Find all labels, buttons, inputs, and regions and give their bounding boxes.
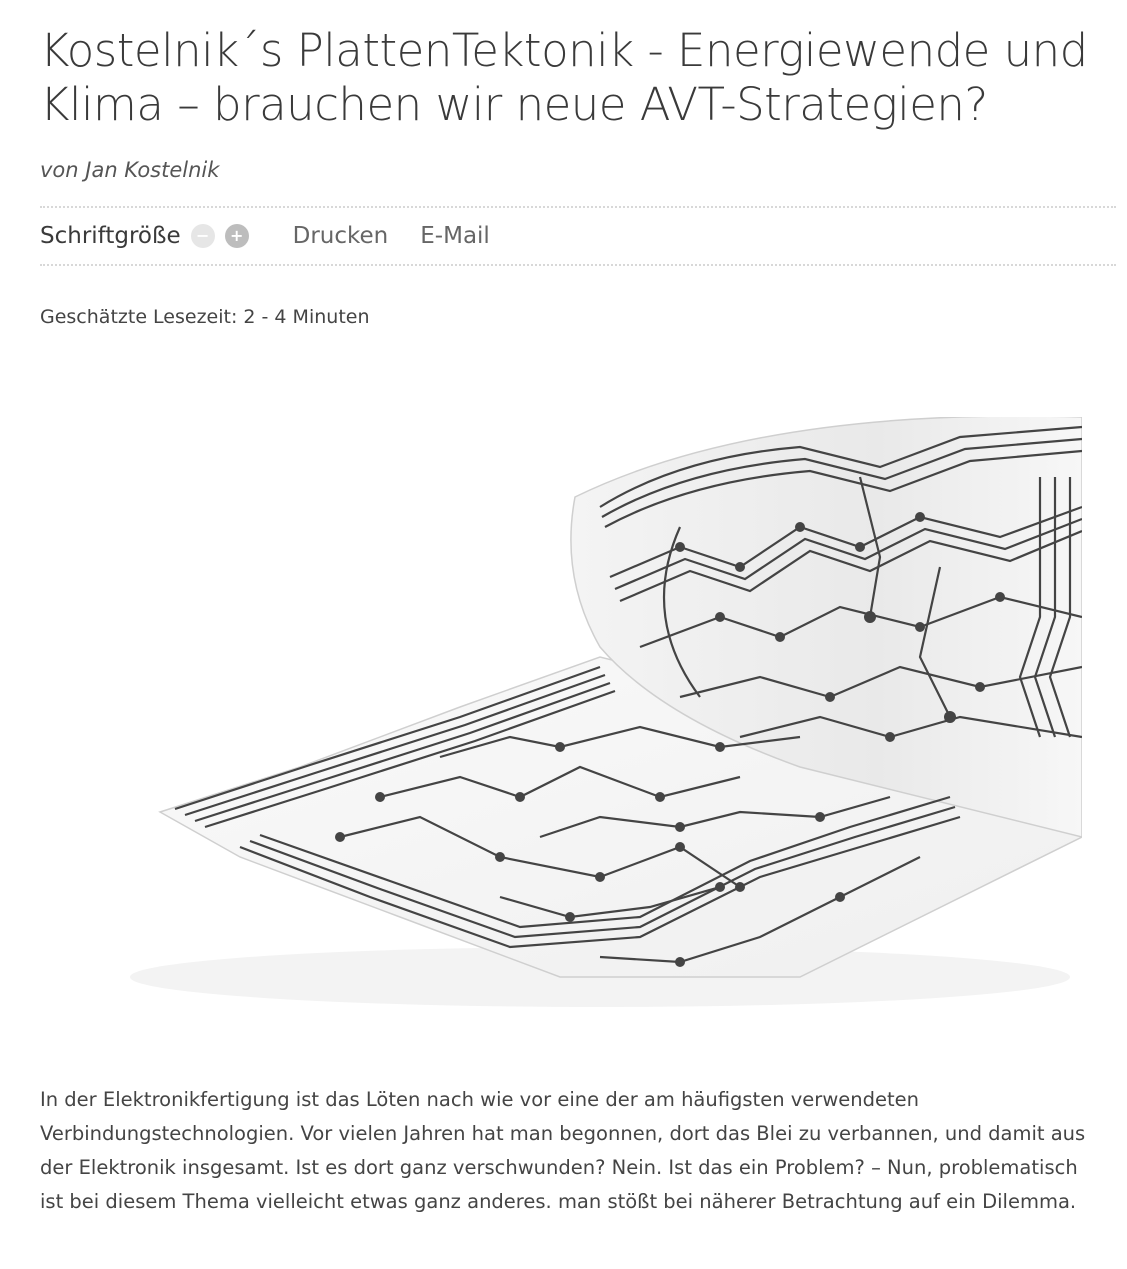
plus-icon: + [229,226,244,245]
print-link[interactable]: Drucken [292,223,389,249]
hero-image-flexible-circuit [40,417,1082,1007]
font-size-label: Schriftgröße [40,223,181,249]
article-toolbar [40,206,1116,266]
article-title: Kostelnik´s PlattenTektonik - Energiewende und Klima – brauchen wir neue AVT-Strategien? [40,24,1088,131]
increase-font-button[interactable] [225,224,249,248]
article-byline: von Jan Kostelnik [40,158,220,182]
email-link[interactable]: E-Mail [420,223,490,249]
reading-time: Geschätzte Lesezeit: 2 - 4 Minuten [40,306,370,328]
minus-icon: − [195,226,210,245]
article [40,0,1116,328]
article-paragraph: In der Elektronikfertigung ist das Löten nach wie vor eine der am häufigsten verwendeten Verbindungstechnologien. Vor vielen Jahren hat man begonnen, dort das Blei zu verbannen, und damit aus der Elektronik insgesamt. Ist es dort ganz verschwunden? Nein. Ist das ein Problem? – Nun, problematisch ist bei diesem Thema vielleicht etwas ganz anderes. man stößt bei näherer Betrachtung auf ein Dilemma. [40,1088,1086,1213]
decrease-font-button[interactable] [191,224,215,248]
